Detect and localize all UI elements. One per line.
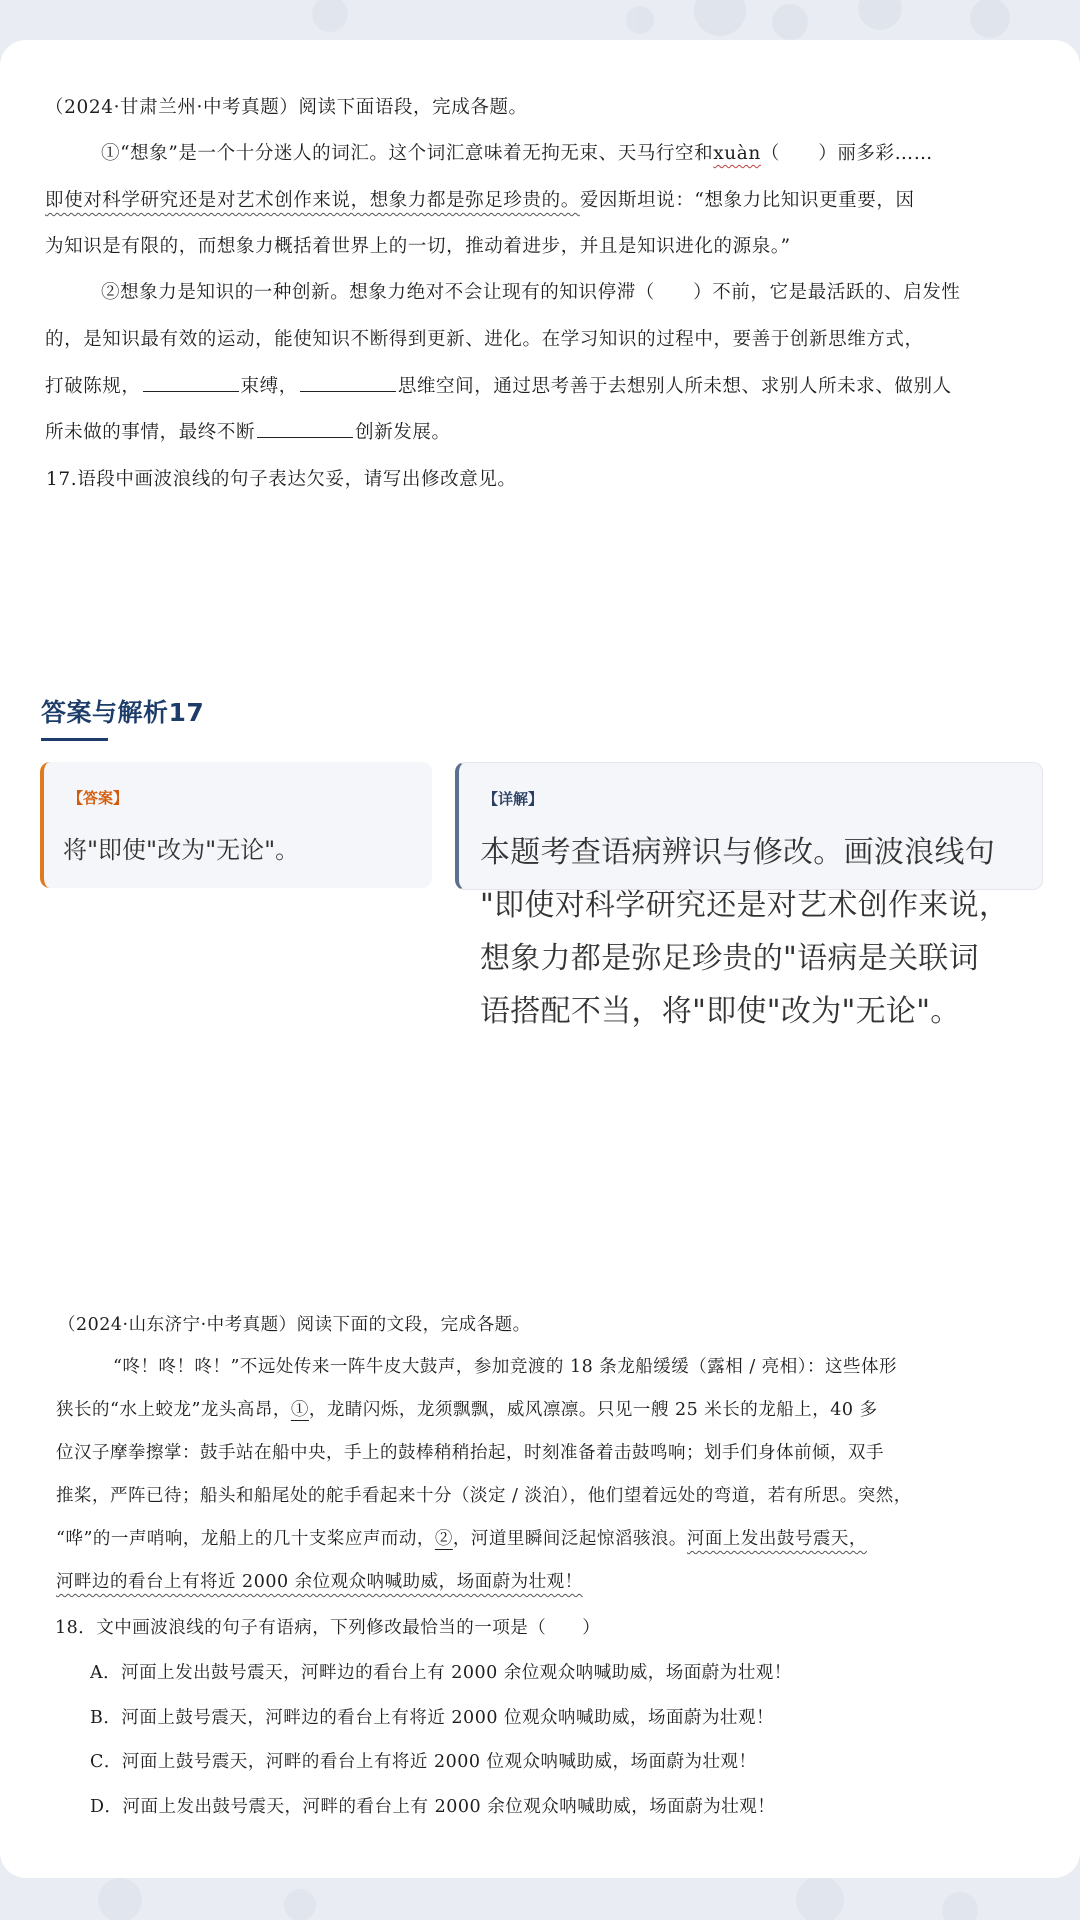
passage-2-source: （2024·山东济宁·中考真题）阅读下面的文段，完成各题。 xyxy=(58,1315,531,1335)
blank-1 xyxy=(143,373,239,392)
line2-a: 狭长的“水上蛟龙”龙头高昂， xyxy=(56,1400,291,1420)
option-a[interactable]: A．河面上发出鼓号震天，河畔边的看台上有 2000 余位观众呐喊助威，场面蔚为壮观！ xyxy=(90,1663,792,1683)
para1-text-b: （ ）丽多彩…… xyxy=(760,143,933,164)
passage-1-para1-line3: 为知识是有限的，而想象力概括着世界上的一切，推动着进步，并且是知识进化的源泉。” xyxy=(45,236,791,257)
passage-1-para2-line4 xyxy=(45,418,451,444)
answer-section-title: 答案与解析17 xyxy=(41,698,205,727)
blank-mark-1: ① xyxy=(290,1400,309,1420)
detail-line: "即使对科学研究还是对艺术创作来说， xyxy=(480,888,1010,923)
passage-2-line2 xyxy=(56,1396,878,1421)
line5-a: “哗”的一声哨响，龙船上的几十支桨应声而动， xyxy=(56,1529,435,1549)
passage-1-para1-line1 xyxy=(101,139,933,165)
line5-b: ，河道里瞬间泛起惊滔骇浪。 xyxy=(452,1529,687,1549)
para1-line2-rest: 爱因斯坦说：“想象力比知识更重要，因 xyxy=(579,190,915,211)
answer-text: 将"即使"改为"无论"。 xyxy=(63,836,300,864)
question-18: 18．文中画波浪线的句子有语病，下列修改最恰当的一项是（ ） xyxy=(55,1618,601,1638)
detail-line: 本题考查语病辨识与修改。画波浪线句 xyxy=(480,835,996,870)
detail-line: 语搭配不当，将"即使"改为"无论"。 xyxy=(480,994,961,1029)
answer-box xyxy=(40,762,432,888)
detail-text xyxy=(480,826,1040,1038)
option-d[interactable]: D．河面上发出鼓号震天，河畔的看台上有 2000 余位观众呐喊助威，场面蔚为壮观！ xyxy=(90,1797,776,1817)
passage-2-line4: 推桨，严阵已待；船头和船尾处的舵手看起来十分（淡定 / 淡泊），他们望着远处的弯道，若有所思。突然， xyxy=(56,1486,912,1506)
para2-line3-a: 打破陈规， xyxy=(45,376,141,397)
blank-3 xyxy=(257,419,353,438)
detail-tag: 【详解】 xyxy=(483,790,544,808)
detail-line: 想象力都是弥足珍贵的"语病是关联词 xyxy=(480,941,979,976)
option-b[interactable]: B．河面上鼓号震天，河畔边的看台上有将近 2000 位观众呐喊助威，场面蔚为壮观！ xyxy=(90,1708,775,1728)
para2-line4-a: 所未做的事情，最终不断 xyxy=(45,422,256,443)
title-underline xyxy=(41,738,108,741)
para1-text: ①“想象”是一个十分迷人的词汇。这个词汇意味着无拘无束、天马行空和 xyxy=(101,143,714,164)
wavy-sentence-2a: 河面上发出鼓号震天， xyxy=(686,1529,867,1549)
para2-line3-c: 思维空间，通过思考善于去想别人所未想、求别人所未求、做别人 xyxy=(397,376,952,397)
question-17: 17.语段中画波浪线的句子表达欠妥，请写出修改意见。 xyxy=(46,469,517,490)
passage-1-para2-line3 xyxy=(45,372,952,398)
wavy-sentence-2b: 河畔边的看台上有将近 2000 余位观众呐喊助威，场面蔚为壮观！ xyxy=(56,1572,583,1592)
blank-mark-2: ② xyxy=(434,1529,453,1549)
source-label: （2024·甘肃兰州·中考真题）阅读下面语段，完成各题。 xyxy=(45,97,528,118)
para2-line4-b: 创新发展。 xyxy=(355,422,451,443)
passage-1-para2-line1: ②想象力是知识的一种创新。想象力绝对不会让现有的知识停滞（ ）不前，它是最活跃的、启发性 xyxy=(101,282,961,303)
pinyin-xuan: xuàn xyxy=(713,143,761,164)
passage-1-para2-line2: 的，是知识最有效的运动，能使知识不断得到更新、进化。在学习知识的过程中，要善于创新思维方式， xyxy=(45,329,924,350)
passage-2-line6 xyxy=(56,1568,583,1593)
passage-2-line5 xyxy=(56,1525,867,1550)
passage-2-line1: “咚！咚！咚！”不远处传来一阵牛皮大鼓声，参加竞渡的 18 条龙船缓缓（露相 / 亮相）：这些体形 xyxy=(113,1357,898,1377)
wavy-sentence: 即使对科学研究还是对艺术创作来说，想象力都是弥足珍贵的。 xyxy=(45,190,580,211)
line2-b: ，龙睛闪烁，龙须飘飘，威风凛凛。只见一艘 25 米长的龙船上，40 多 xyxy=(308,1400,878,1420)
blank-2 xyxy=(300,373,396,392)
answer-tag: 【答案】 xyxy=(68,789,129,807)
passage-2-line3: 位汉子摩拳擦掌：鼓手站在船中央，手上的鼓棒稍稍抬起，时刻准备着击鼓鸣响；划手们身体前倾，双手 xyxy=(56,1443,884,1463)
option-c[interactable]: C．河面上鼓号震天，河畔的看台上有将近 2000 位观众呐喊助威，场面蔚为壮观！ xyxy=(90,1752,757,1772)
passage-1-para1-line2 xyxy=(45,186,915,212)
para2-line3-b: 束缚， xyxy=(240,376,298,397)
